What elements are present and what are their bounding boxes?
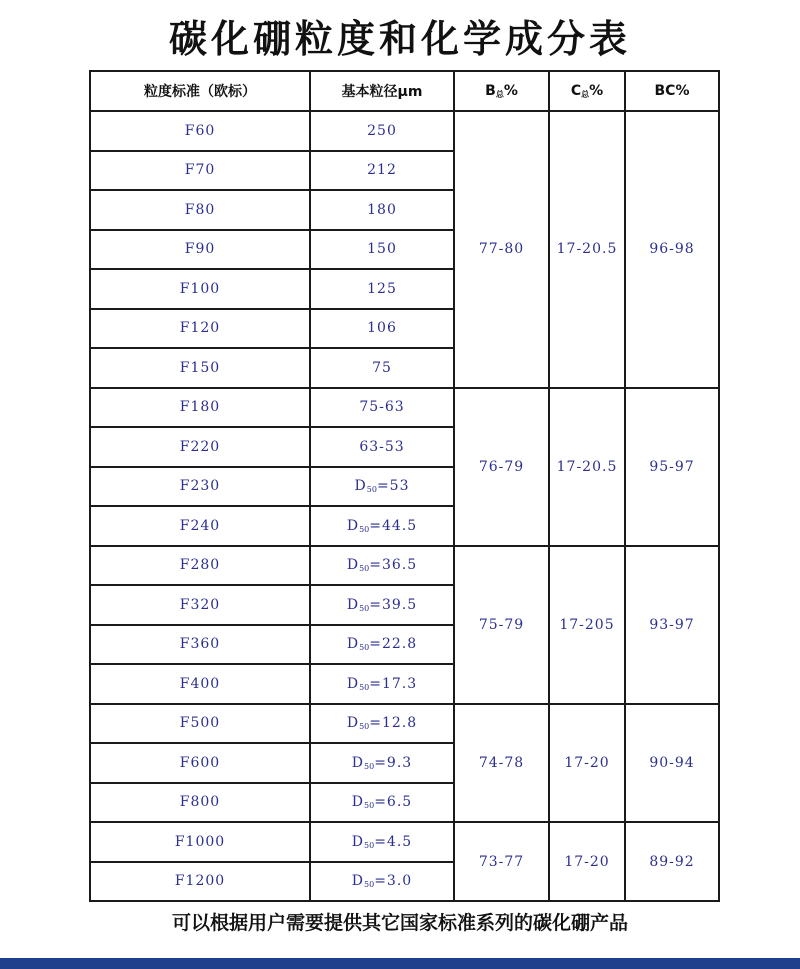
size-value: =44.5 bbox=[369, 517, 418, 534]
size-cell bbox=[310, 664, 454, 704]
header-boron-total: $B_总\%$ bbox=[454, 71, 549, 111]
grit-cell: F100 bbox=[90, 269, 310, 309]
grit-cell: F320 bbox=[90, 585, 310, 625]
size-value: =12.8 bbox=[369, 715, 418, 732]
page-title: 碳化硼粒度和化学成分表 bbox=[168, 17, 631, 61]
header-bc-percent: BC% bbox=[625, 71, 719, 111]
d50-subscript: 50 bbox=[366, 485, 377, 495]
d50-subscript: 50 bbox=[364, 880, 375, 890]
size-cell bbox=[310, 111, 454, 151]
d50-prefix: D bbox=[346, 596, 360, 613]
size-value: 125 bbox=[367, 280, 397, 297]
size-value: 150 bbox=[367, 241, 397, 258]
grit-cell: F240 bbox=[90, 506, 310, 546]
table-row bbox=[90, 704, 719, 744]
composition-table bbox=[89, 70, 720, 902]
grit-cell: F500 bbox=[90, 704, 310, 744]
boron-cell: 77-80 bbox=[454, 111, 549, 388]
table-row bbox=[90, 546, 719, 586]
size-cell bbox=[310, 427, 454, 467]
size-cell bbox=[310, 269, 454, 309]
grit-cell: F600 bbox=[90, 743, 310, 783]
d50-prefix: D bbox=[351, 754, 365, 771]
bc-cell: 89-92 bbox=[625, 822, 719, 901]
grit-cell: F150 bbox=[90, 348, 310, 388]
carbon-cell: 17-20.5 bbox=[549, 388, 625, 546]
d50-subscript: 50 bbox=[359, 722, 370, 732]
size-cell bbox=[310, 625, 454, 665]
d50-prefix: D bbox=[346, 636, 360, 653]
size-value: =39.5 bbox=[369, 596, 418, 613]
carbon-cell: 17-20.5 bbox=[549, 111, 625, 388]
header-row bbox=[90, 71, 719, 111]
grit-cell: F230 bbox=[90, 467, 310, 507]
size-value: =17.3 bbox=[369, 675, 418, 692]
boron-cell: 74-78 bbox=[454, 704, 549, 823]
d50-subscript: 50 bbox=[359, 682, 370, 692]
d50-prefix: D bbox=[346, 557, 360, 574]
d50-subscript: 50 bbox=[359, 564, 370, 574]
bc-cell: 96-98 bbox=[625, 111, 719, 388]
size-cell bbox=[310, 743, 454, 783]
bc-cell: 95-97 bbox=[625, 388, 719, 546]
size-value: =9.3 bbox=[374, 754, 413, 771]
size-cell bbox=[310, 546, 454, 586]
grit-cell: F1000 bbox=[90, 822, 310, 862]
d50-prefix: D bbox=[354, 478, 367, 495]
table-row bbox=[90, 822, 719, 862]
size-cell bbox=[310, 230, 454, 270]
size-cell bbox=[310, 190, 454, 230]
size-cell bbox=[310, 506, 454, 546]
header-grit-standard: 粒度标准（欧标） bbox=[90, 71, 310, 111]
d50-subscript: 50 bbox=[359, 603, 370, 613]
boron-cell: 76-79 bbox=[454, 388, 549, 546]
d50-subscript: 50 bbox=[364, 840, 375, 850]
size-value: 106 bbox=[367, 320, 397, 337]
table-row bbox=[90, 388, 719, 428]
size-value: 75 bbox=[372, 359, 392, 376]
grit-cell: F70 bbox=[90, 151, 310, 191]
size-cell bbox=[310, 388, 454, 428]
size-cell bbox=[310, 783, 454, 823]
size-value: 180 bbox=[367, 201, 397, 218]
size-value: =6.5 bbox=[374, 794, 413, 811]
size-cell bbox=[310, 704, 454, 744]
bc-cell: 93-97 bbox=[625, 546, 719, 704]
size-value: =22.8 bbox=[369, 636, 418, 653]
grit-cell: F60 bbox=[90, 111, 310, 151]
d50-prefix: D bbox=[351, 833, 365, 850]
size-value: =53 bbox=[376, 478, 410, 495]
size-value: =3.0 bbox=[374, 873, 413, 890]
bc-cell: 90-94 bbox=[625, 704, 719, 823]
size-value: 250 bbox=[367, 122, 397, 139]
grit-cell: F280 bbox=[90, 546, 310, 586]
size-cell bbox=[310, 585, 454, 625]
grit-cell: F180 bbox=[90, 388, 310, 428]
grit-cell: F1200 bbox=[90, 862, 310, 902]
table-row bbox=[90, 111, 719, 151]
size-value: 63-53 bbox=[359, 438, 405, 455]
header-particle-size: 基本粒径μm bbox=[310, 71, 454, 111]
carbon-cell: 17-20 bbox=[549, 704, 625, 823]
grit-cell: F400 bbox=[90, 664, 310, 704]
bottom-bar bbox=[0, 958, 800, 969]
d50-prefix: D bbox=[351, 873, 365, 890]
d50-prefix: D bbox=[346, 675, 360, 692]
carbon-cell: 17-20 bbox=[549, 822, 625, 901]
boron-cell: 75-79 bbox=[454, 546, 549, 704]
grit-cell: F90 bbox=[90, 230, 310, 270]
header-carbon-total: $C_总\%$ bbox=[549, 71, 625, 111]
size-cell bbox=[310, 309, 454, 349]
d50-prefix: D bbox=[346, 715, 360, 732]
d50-subscript: 50 bbox=[359, 524, 370, 534]
d50-subscript: 50 bbox=[364, 801, 375, 811]
size-value: 75-63 bbox=[359, 399, 405, 416]
size-cell bbox=[310, 862, 454, 902]
footer-note: 可以根据用户需要提供其它国家标准系列的碳化硼产品 bbox=[171, 912, 628, 934]
carbon-cell: 17-205 bbox=[549, 546, 625, 704]
boron-cell: 73-77 bbox=[454, 822, 549, 901]
size-cell bbox=[310, 822, 454, 862]
grit-cell: F80 bbox=[90, 190, 310, 230]
size-value: =4.5 bbox=[374, 833, 413, 850]
d50-prefix: D bbox=[351, 794, 365, 811]
grit-cell: F220 bbox=[90, 427, 310, 467]
grit-cell: F120 bbox=[90, 309, 310, 349]
d50-prefix: D bbox=[346, 517, 360, 534]
size-cell bbox=[310, 348, 454, 388]
size-value: =36.5 bbox=[369, 557, 418, 574]
size-cell bbox=[310, 151, 454, 191]
d50-subscript: 50 bbox=[364, 761, 375, 771]
table-body bbox=[90, 111, 719, 901]
size-value: 212 bbox=[367, 162, 397, 179]
d50-subscript: 50 bbox=[359, 643, 370, 653]
size-cell bbox=[310, 467, 454, 507]
grit-cell: F360 bbox=[90, 625, 310, 665]
grit-cell: F800 bbox=[90, 783, 310, 823]
